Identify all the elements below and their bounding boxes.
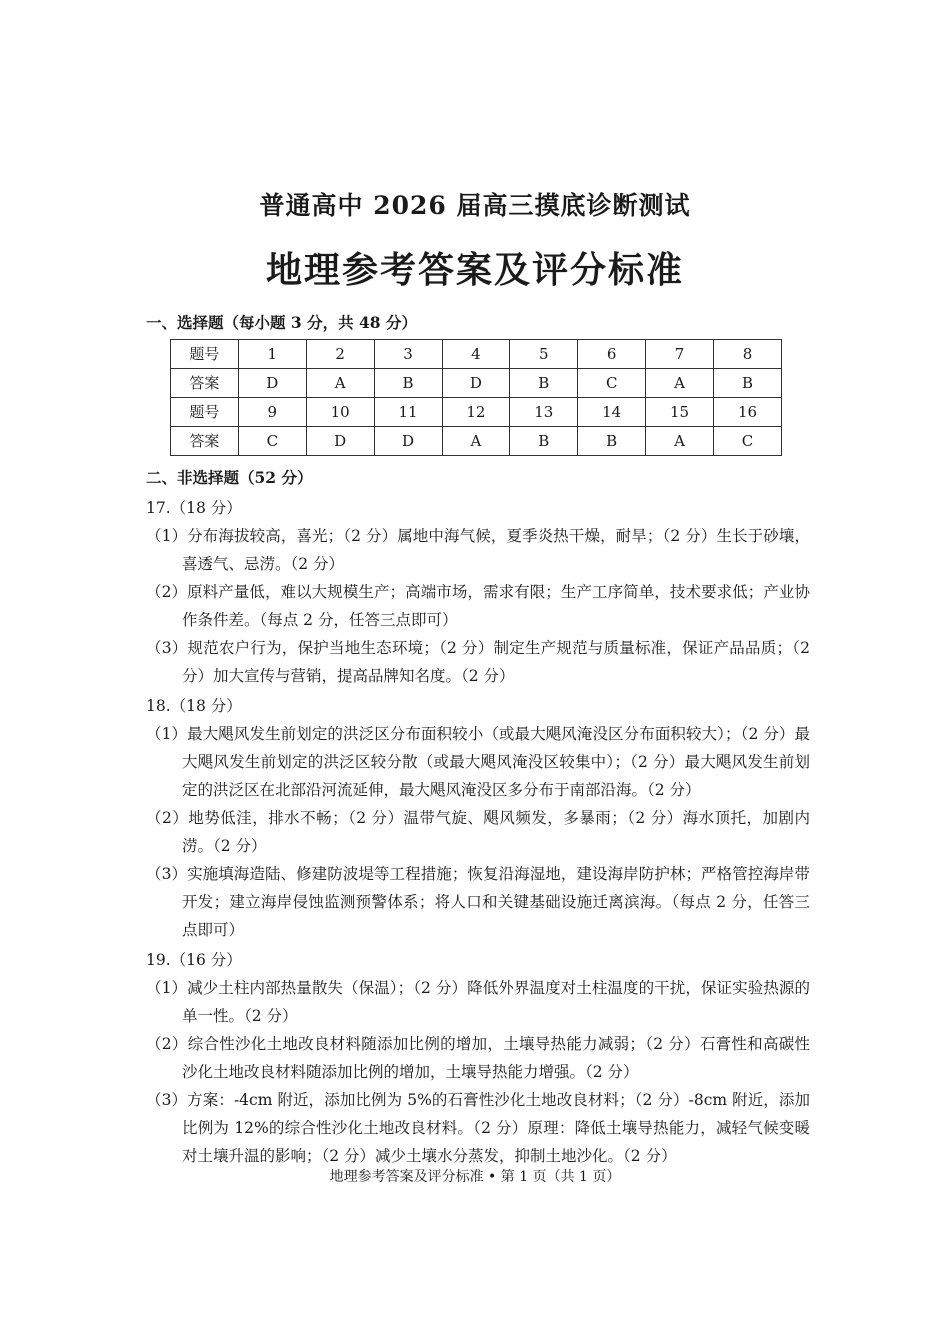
table-cell: D: [374, 427, 442, 456]
question-18: [146, 692, 810, 944]
row-label-cell: 答案: [171, 369, 239, 398]
document-title: 普通高中 2026 届高三摸底诊断测试: [259, 191, 691, 220]
table-cell: 4: [442, 340, 510, 369]
table-cell: 1: [238, 340, 306, 369]
table-row: [171, 340, 782, 369]
table-cell: 11: [374, 398, 442, 427]
answer-item: （1）最大飓风发生前划定的洪泛区分布面积较小（或最大飓风淹没区分布面积较大）；（2 分）最大飓风发生前划定的洪泛区较分散（或最大飓风淹没区较集中）；（2 分）最大飓风发生前划定的洪泛区在北部沿河流延伸，最大飓风淹没区多分布于南部沿海。（2 分）: [146, 725, 810, 799]
table-cell: C: [578, 369, 646, 398]
question-header: 17.（18 分）: [146, 499, 242, 517]
table-cell: 9: [238, 398, 306, 427]
row-label-cell: 题号: [171, 340, 239, 369]
answer-item: （1）减少土柱内部热量散失（保温）；（2 分）降低外界温度对土柱温度的干扰，保证实验热源的单一性。（2 分）: [146, 979, 810, 1025]
table-cell: A: [646, 369, 714, 398]
table-cell: D: [442, 369, 510, 398]
answer-item: （2）原料产量低，难以大规模生产；高端市场，需求有限；生产工序简单，技术要求低；产业协作条件差。（每点 2 分，任答三点即可）: [146, 583, 810, 629]
answer-table: [170, 339, 782, 456]
answer-content: [146, 309, 810, 1170]
table-cell: B: [578, 427, 646, 456]
question-header: 18.（18 分）: [146, 697, 242, 715]
table-cell: C: [238, 427, 306, 456]
table-row: [171, 398, 782, 427]
table-cell: B: [510, 369, 578, 398]
table-cell: B: [510, 427, 578, 456]
answer-item: （3）规范农户行为，保护当地生态环境；（2 分）制定生产规范与质量标准，保证产品品质；（2 分）加大宣传与营销，提高品牌知名度。（2 分）: [146, 639, 810, 685]
table-cell: A: [646, 427, 714, 456]
table-cell: A: [442, 427, 510, 456]
table-cell: 10: [306, 398, 374, 427]
table-cell: 12: [442, 398, 510, 427]
answer-item: （3）方案：-4cm 附近，添加比例为 5%的石膏性沙化土地改良材料；（2 分）-8cm 附近，添加比例为 12%的综合性沙化土地改良材料。（2 分）原理：降低土壤导热能力，减轻气候变暖对土壤升温的影响；（2 分）减少土壤水分蒸发，抑制土地沙化。（2 分）: [146, 1091, 810, 1165]
table-cell: 7: [646, 340, 714, 369]
table-cell: 2: [306, 340, 374, 369]
table-cell: A: [306, 369, 374, 398]
answer-item: （2）综合性沙化土地改良材料随添加比例的增加，土壤导热能力减弱；（2 分）石膏性和高碳性沙化土地改良材料随添加比例的增加，土壤导热能力增强。（2 分）: [146, 1035, 810, 1081]
page-footer: 地理参考答案及评分标准 • 第 1 页（共 1 页）: [329, 1169, 621, 1185]
table-cell: B: [714, 369, 782, 398]
table-cell: 6: [578, 340, 646, 369]
table-cell: 15: [646, 398, 714, 427]
table-cell: 14: [578, 398, 646, 427]
table-row: [171, 427, 782, 456]
answer-item: （3）实施填海造陆、修建防波堤等工程措施；恢复沿海湿地，建设海岸防护林；严格管控海岸带开发；建立海岸侵蚀监测预警体系；将人口和关键基础设施迁离滨海。（每点 2 分，任答三点即可）: [146, 865, 810, 939]
question-header: 19.（16 分）: [146, 951, 242, 969]
table-cell: 5: [510, 340, 578, 369]
row-label-cell: 题号: [171, 398, 239, 427]
table-cell: D: [306, 427, 374, 456]
table-cell: B: [374, 369, 442, 398]
question-17: [146, 494, 810, 690]
table-cell: 8: [714, 340, 782, 369]
table-row: [171, 369, 782, 398]
table-cell: 13: [510, 398, 578, 427]
answer-item: （2）地势低洼，排水不畅；（2 分）温带气旋、飓风频发，多暴雨；（2 分）海水顶托，加剧内涝。（2 分）: [146, 809, 810, 855]
question-19: [146, 946, 810, 1170]
row-label-cell: 答案: [171, 427, 239, 456]
section1-heading: 一、选择题（每小题 3 分，共 48 分）: [146, 313, 417, 332]
table-cell: 16: [714, 398, 782, 427]
table-cell: D: [238, 369, 306, 398]
table-cell: C: [714, 427, 782, 456]
section2-heading: 二、非选择题（52 分）: [146, 468, 313, 487]
answer-item: （1）分布海拔较高，喜光；（2 分）属地中海气候，夏季炎热干燥，耐旱；（2 分）生长于砂壤，喜透气、忌涝。（2 分）: [146, 527, 810, 573]
table-cell: 3: [374, 340, 442, 369]
document-subtitle: 地理参考答案及评分标准: [265, 249, 684, 291]
